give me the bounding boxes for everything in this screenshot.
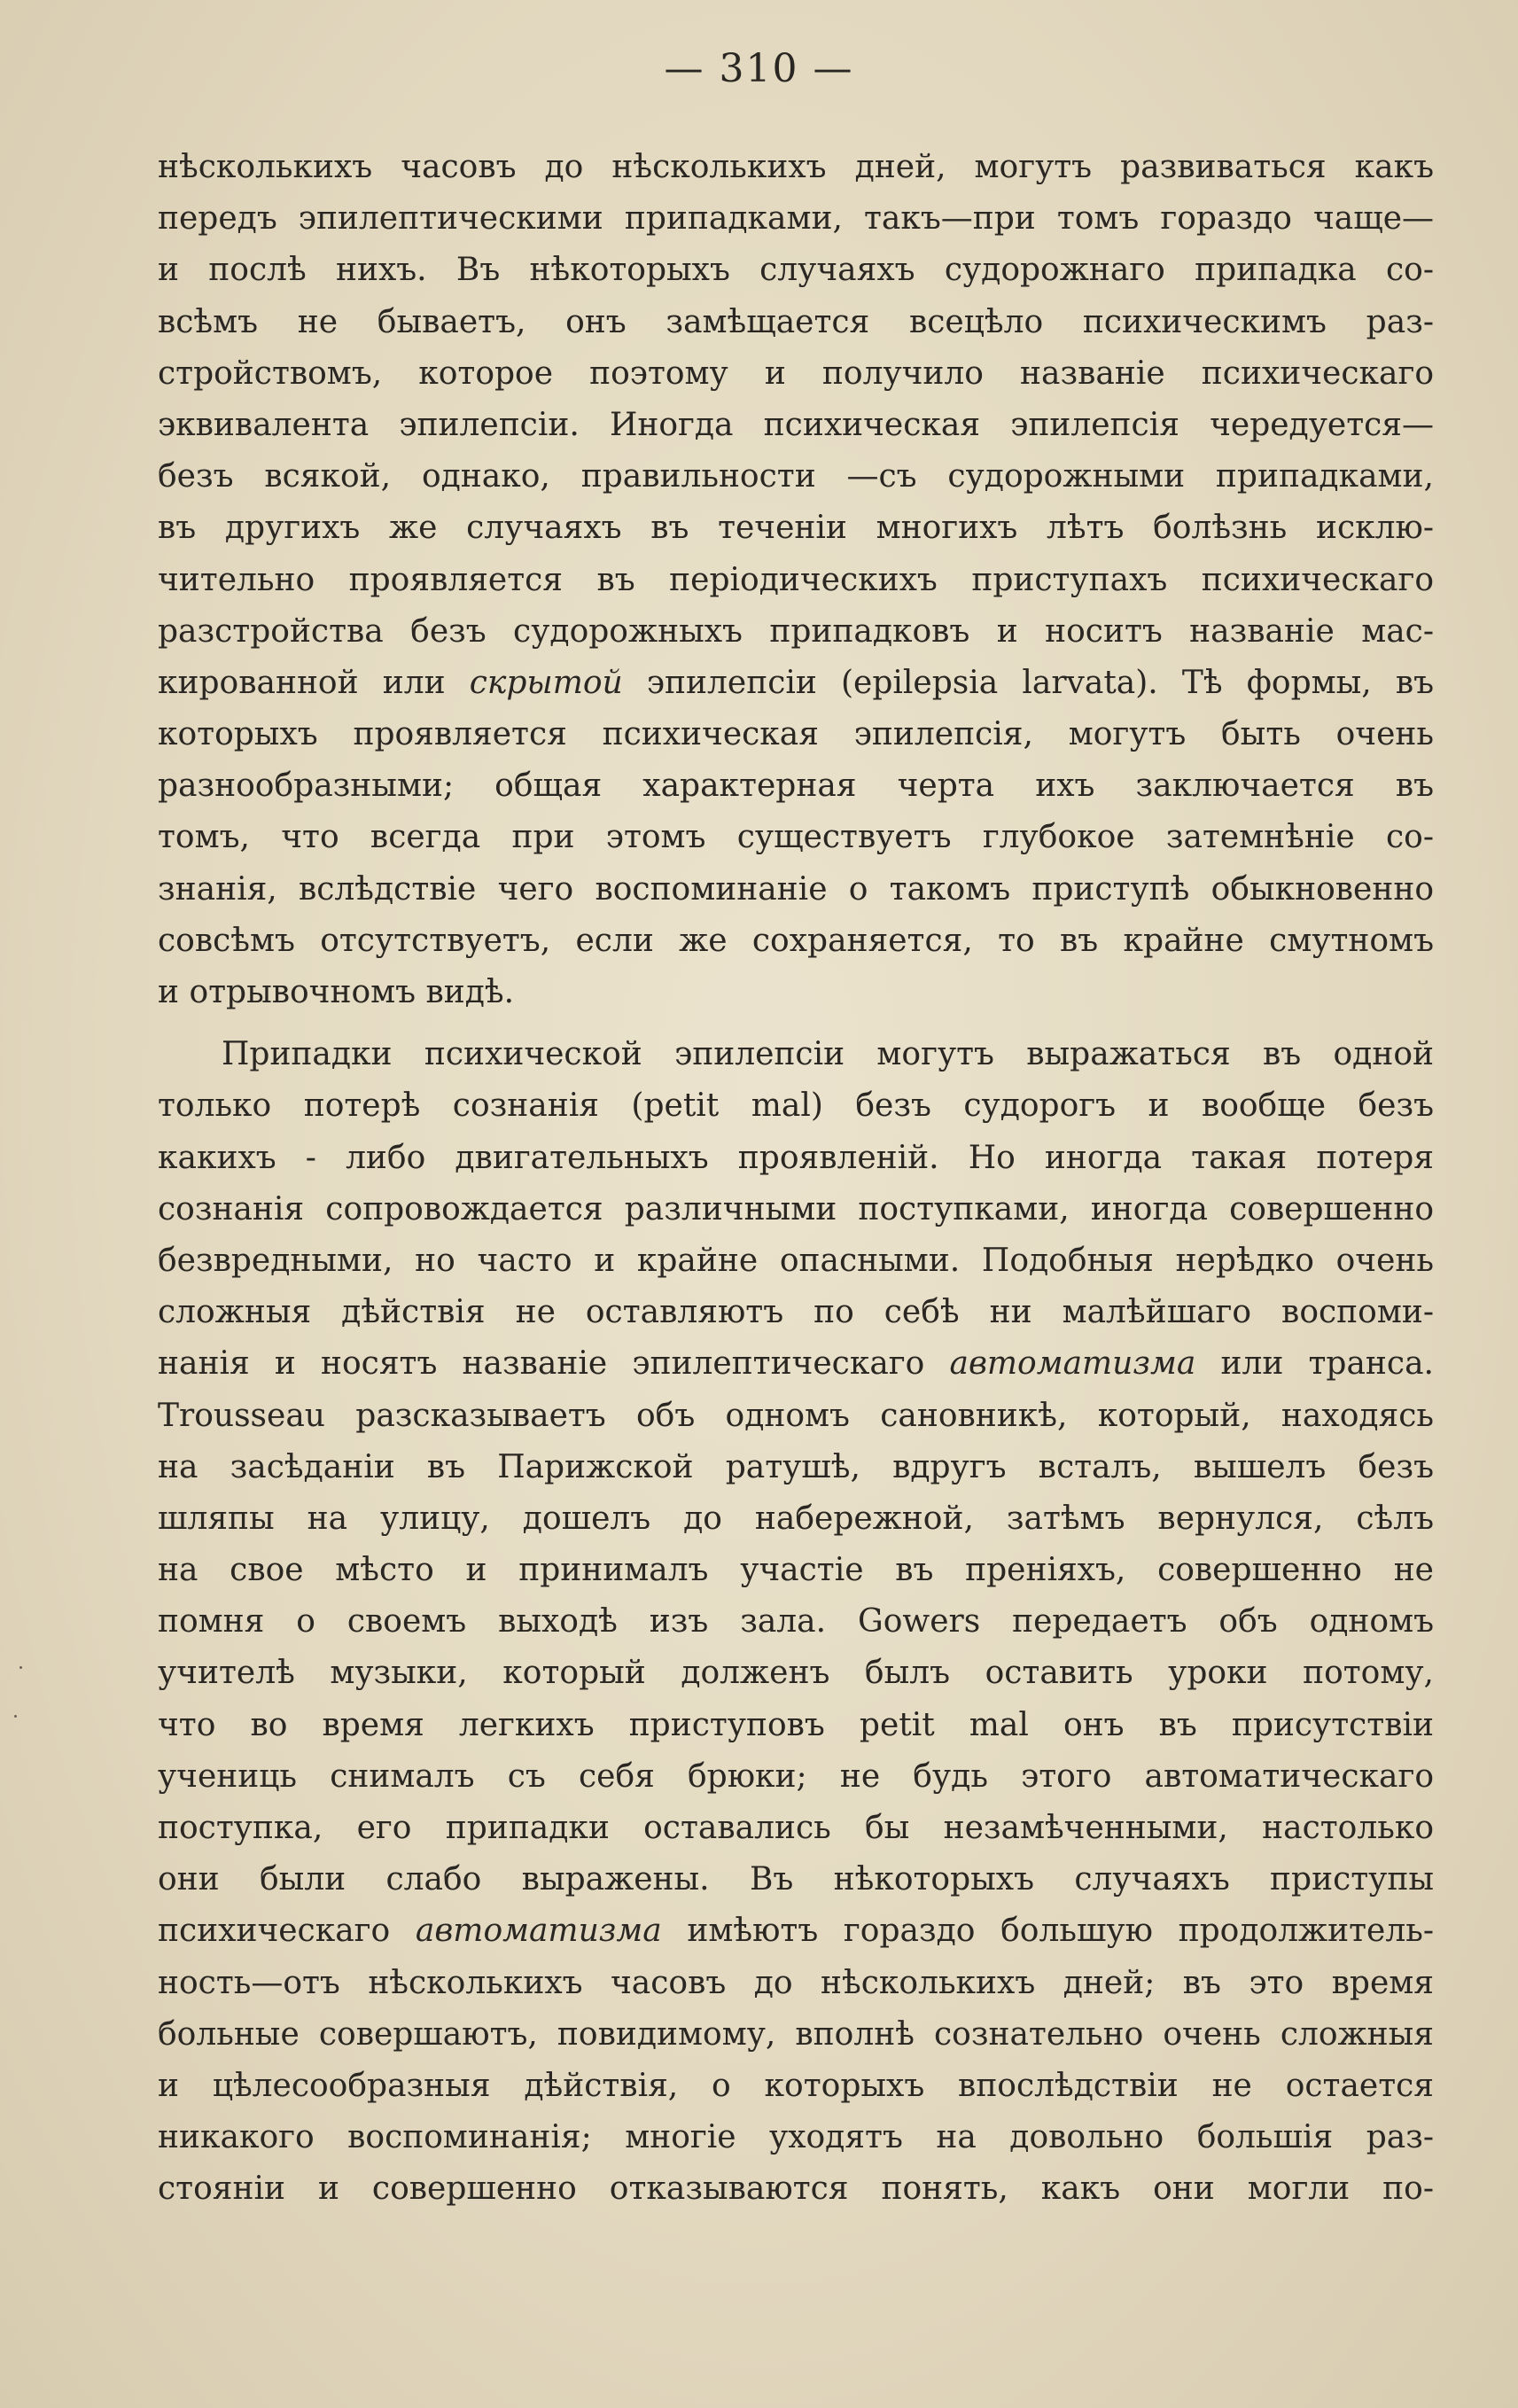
text-line: на свое мѣсто и принималъ участіе въ преніяхъ, совершенно не bbox=[158, 1552, 1434, 1589]
text-line: всѣмъ не бываетъ, онъ замѣщается всецѣло психическимъ раз- bbox=[158, 303, 1434, 340]
italic-term: автоматизма bbox=[415, 1913, 662, 1950]
text-line: шляпы на улицу, дошелъ до набережной, затѣмъ вернулся, сѣлъ bbox=[158, 1500, 1434, 1537]
text-block bbox=[158, 142, 1434, 2216]
text-line: никакого воспоминанія; многіе уходятъ на довольно большія раз- bbox=[158, 2119, 1434, 2156]
text-line: эквивалента эпилепсіи. Иногда психическая эпилепсія чередуется— bbox=[158, 406, 1434, 443]
italic-term: автоматизма bbox=[949, 1345, 1196, 1383]
text-line: и цѣлесообразныя дѣйствія, о которыхъ впослѣдствіи не остается bbox=[158, 2067, 1434, 2104]
text-line: и отрывочномъ видѣ. bbox=[158, 974, 515, 1010]
text-line: нанія и носятъ названіе эпилептическаго автоматизма или транса. bbox=[158, 1345, 1434, 1383]
text-line: безвредными, но часто и крайне опасными. Подобныя нерѣдко очень bbox=[158, 1242, 1434, 1279]
text-line: ность—отъ нѣсколькихъ часовъ до нѣсколькихъ дней; въ это время bbox=[158, 1964, 1434, 2001]
text-line: стройствомъ, которое поэтому и получило названіе психическаго bbox=[158, 355, 1434, 392]
paragraph bbox=[158, 1029, 1434, 2215]
text-line: сложныя дѣйствія не оставляютъ по себѣ ни малѣйшаго воспоми- bbox=[158, 1294, 1434, 1331]
text-line: Припадки психической эпилепсіи могутъ выражаться въ одной bbox=[222, 1036, 1434, 1073]
text-line: знанія, вслѣдствіе чего воспоминаніе о такомъ приступѣ обыкновенно bbox=[158, 870, 1434, 908]
text-line: больные совершаютъ, повидимому, вполнѣ сознательно очень сложныя bbox=[158, 2015, 1434, 2053]
text-line: помня о своемъ выходѣ изъ зала. Gowers передаетъ объ одномъ bbox=[158, 1603, 1434, 1640]
page-number: — 310 — bbox=[664, 46, 854, 91]
pencil-mark bbox=[14, 1715, 17, 1718]
text-line: разнообразными; общая характерная черта ихъ заключается въ bbox=[158, 768, 1434, 805]
text-line: чительно проявляется въ періодическихъ приступахъ психическаго bbox=[158, 561, 1434, 598]
text-line: нѣсколькихъ часовъ до нѣсколькихъ дней, могутъ развиваться какъ bbox=[158, 149, 1434, 185]
text-line: какихъ - либо двигательныхъ проявленій. Но иногда такая потеря bbox=[158, 1139, 1434, 1176]
text-line: они были слабо выражены. Въ нѣкоторыхъ случаяхъ приступы bbox=[158, 1861, 1434, 1898]
text-line: на засѣданіи въ Парижской ратушѣ, вдругъ всталъ, вышелъ безъ bbox=[158, 1448, 1434, 1485]
text-line: передъ эпилептическими припадками, такъ—при томъ гораздо чаще— bbox=[158, 200, 1434, 238]
text-line: что во время легкихъ приступовъ petit mal онъ въ присутствіи bbox=[158, 1706, 1434, 1743]
text-line: и послѣ нихъ. Въ нѣкоторыхъ случаяхъ судорожнаго припадка со- bbox=[158, 252, 1434, 289]
text-line: въ другихъ же случаяхъ въ теченіи многихъ лѣтъ болѣзнь исклю- bbox=[158, 510, 1434, 547]
text-line: томъ, что всегда при этомъ существуетъ глубокое затемнѣніе со- bbox=[158, 819, 1434, 856]
text-line: стояніи и совершенно отказываются понять, какъ они могли по- bbox=[158, 2170, 1434, 2208]
text-line: поступка, его припадки оставались бы незамѣченными, настолько bbox=[158, 1810, 1434, 1846]
text-line: кированной или скрытой эпилепсіи (epilepsia larvata). Тѣ формы, въ bbox=[158, 664, 1435, 701]
paragraph bbox=[158, 142, 1434, 1018]
text-line: разстройства безъ судорожныхъ припадковъ и носитъ названіе мас- bbox=[158, 612, 1434, 650]
text-line: Trousseau разсказываетъ объ одномъ сановникѣ, который, находясь bbox=[158, 1397, 1434, 1434]
text-line: учениць снималъ съ себя брюки; не будь этого автоматическаго bbox=[158, 1757, 1434, 1795]
paragraph-gap bbox=[158, 1018, 1434, 1029]
pencil-mark bbox=[19, 1666, 22, 1669]
text-line: совсѣмъ отсутствуетъ, если же сохраняется, то въ крайне смутномъ bbox=[158, 922, 1434, 959]
text-line: только потерѣ сознанія (petit mal) безъ судорогъ и вообще безъ bbox=[158, 1087, 1434, 1125]
text-line: учителѣ музыки, который долженъ былъ оставить уроки потому, bbox=[158, 1655, 1434, 1692]
italic-term: скрытой bbox=[469, 664, 623, 701]
text-line: психическаго автоматизма имѣютъ гораздо большую продолжитель- bbox=[158, 1913, 1434, 1950]
text-line: сознанія сопровождается различными поступками, иногда совершенно bbox=[158, 1190, 1434, 1227]
text-line: которыхъ проявляется психическая эпилепсія, могутъ быть очень bbox=[158, 716, 1434, 753]
text-line: безъ всякой, однако, правильности —съ судорожными припадками, bbox=[158, 458, 1434, 495]
